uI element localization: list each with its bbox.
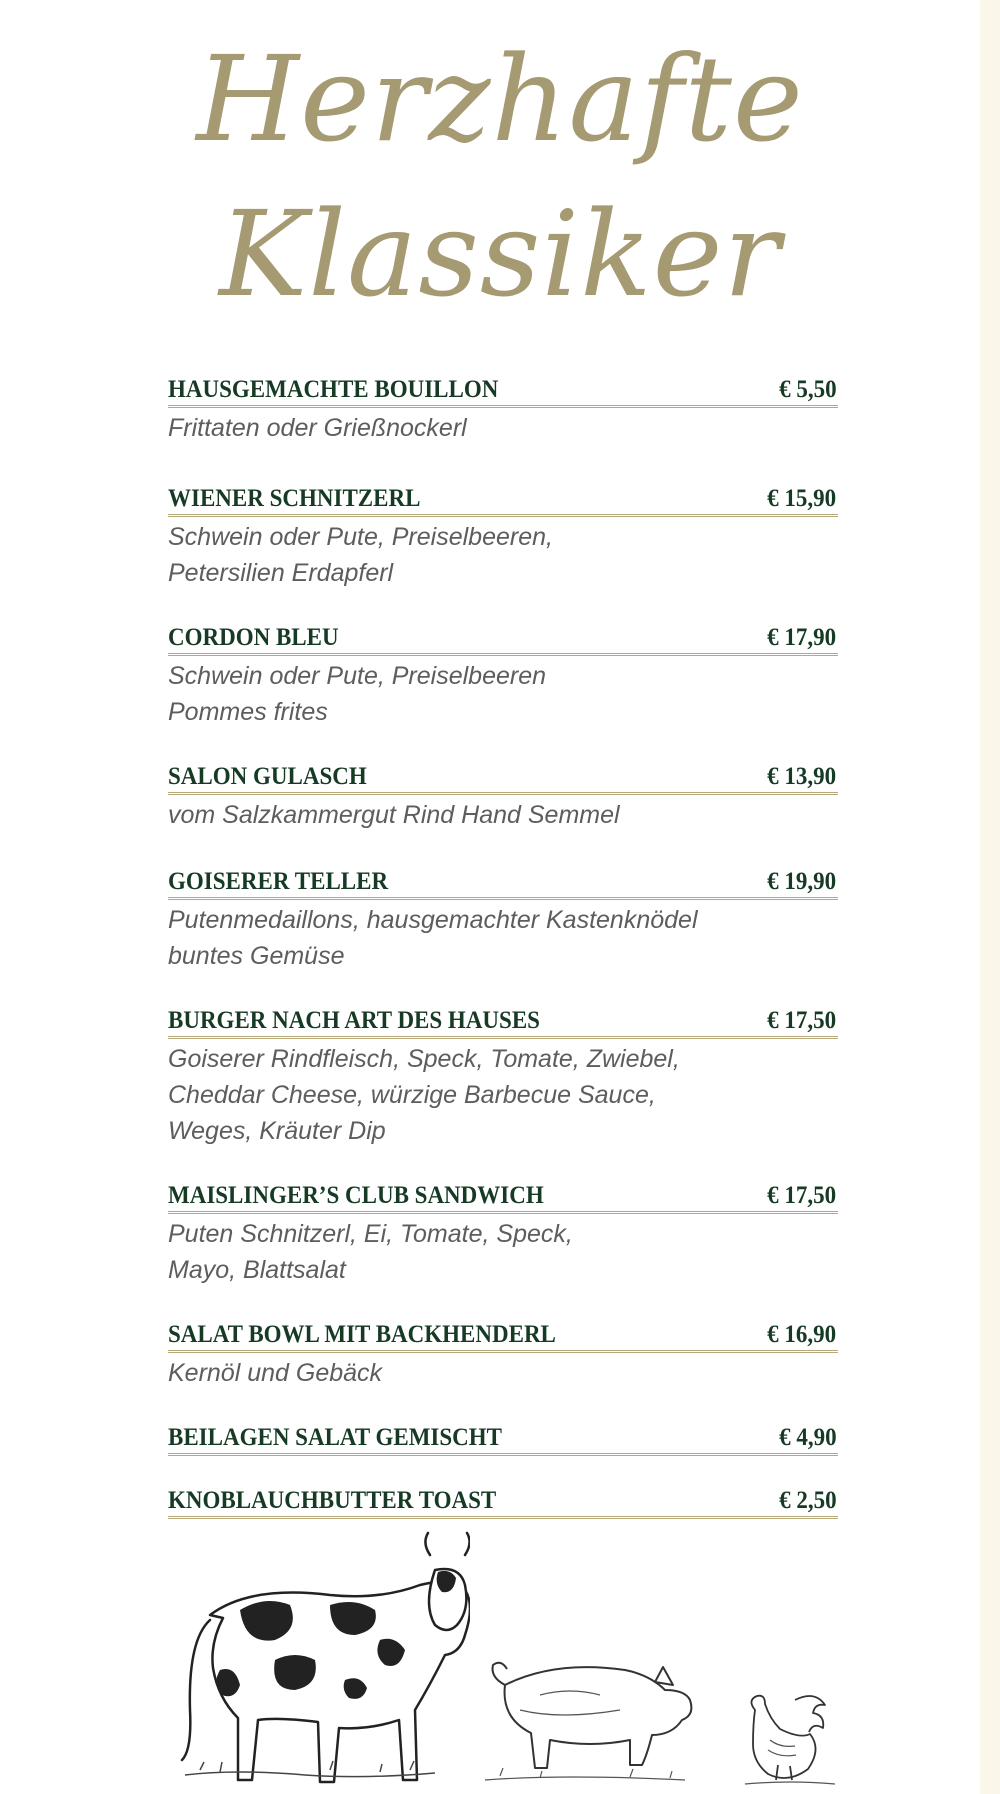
item-name: SALON GULASCH bbox=[168, 763, 367, 790]
item-name: WIENER SCHNITZERL bbox=[168, 485, 421, 512]
item-price: € 16,90 bbox=[767, 1321, 837, 1348]
menu-item bbox=[168, 1484, 838, 1519]
item-price: € 15,90 bbox=[767, 485, 837, 512]
item-price: € 13,90 bbox=[767, 763, 837, 790]
item-price: € 17,50 bbox=[767, 1182, 837, 1209]
menu-item bbox=[168, 1318, 838, 1391]
menu-item bbox=[168, 373, 838, 446]
item-name: HAUSGEMACHTE BOUILLON bbox=[168, 376, 499, 403]
item-description: Putenmedaillons, hausgemachter Kastenknödel buntes Gemüse bbox=[168, 906, 698, 970]
item-name: GOISERER TELLER bbox=[168, 868, 389, 895]
item-name: MAISLINGER’S CLUB SANDWICH bbox=[168, 1182, 544, 1209]
item-name: KNOBLAUCHBUTTER TOAST bbox=[168, 1487, 497, 1514]
item-price: € 17,50 bbox=[767, 1007, 837, 1034]
item-description: Frittaten oder Grießnockerl bbox=[168, 414, 467, 442]
menu-item bbox=[168, 760, 838, 833]
item-name: BURGER NACH ART DES HAUSES bbox=[168, 1007, 540, 1034]
item-description: Schwein oder Pute, Preiselbeeren Pommes frites bbox=[168, 662, 547, 726]
item-description: Puten Schnitzerl, Ei, Tomate, Speck, Mayo, Blattsalat bbox=[168, 1220, 573, 1284]
item-description: Kernöl und Gebäck bbox=[168, 1359, 383, 1387]
menu-title-line-2: Klassiker bbox=[219, 185, 781, 323]
menu-list bbox=[168, 373, 838, 1519]
menu-item bbox=[168, 1421, 838, 1456]
item-price: € 19,90 bbox=[767, 868, 837, 895]
item-price: € 5,50 bbox=[778, 376, 837, 403]
item-price: € 2,50 bbox=[778, 1487, 837, 1514]
menu-item bbox=[168, 621, 838, 730]
rooster-illustration bbox=[740, 1680, 840, 1790]
menu-item bbox=[168, 865, 838, 974]
item-name: CORDON BLEU bbox=[168, 624, 339, 651]
menu-item bbox=[168, 1004, 838, 1149]
item-price: € 17,90 bbox=[767, 624, 837, 651]
item-description: Schwein oder Pute, Preiselbeeren, Petersilien Erdapferl bbox=[168, 523, 553, 587]
item-name: SALAT BOWL MIT BACKHENDERL bbox=[168, 1321, 556, 1348]
menu-item bbox=[168, 482, 838, 591]
item-description: Goiserer Rindfleisch, Speck, Tomate, Zwiebel, Cheddar Cheese, würzige Barbecue Sauce, Weges, Kräuter Dip bbox=[168, 1045, 680, 1145]
pig-illustration bbox=[480, 1650, 700, 1790]
item-name: BEILAGEN SALAT GEMISCHT bbox=[168, 1424, 503, 1451]
farm-animals-illustration bbox=[180, 1530, 840, 1790]
menu-title-line-1: Herzhafte bbox=[196, 30, 804, 168]
item-price: € 4,90 bbox=[778, 1424, 837, 1451]
cow-illustration bbox=[180, 1530, 470, 1790]
menu-item bbox=[168, 1179, 838, 1288]
item-description: vom Salzkammergut Rind Hand Semmel bbox=[168, 801, 620, 829]
